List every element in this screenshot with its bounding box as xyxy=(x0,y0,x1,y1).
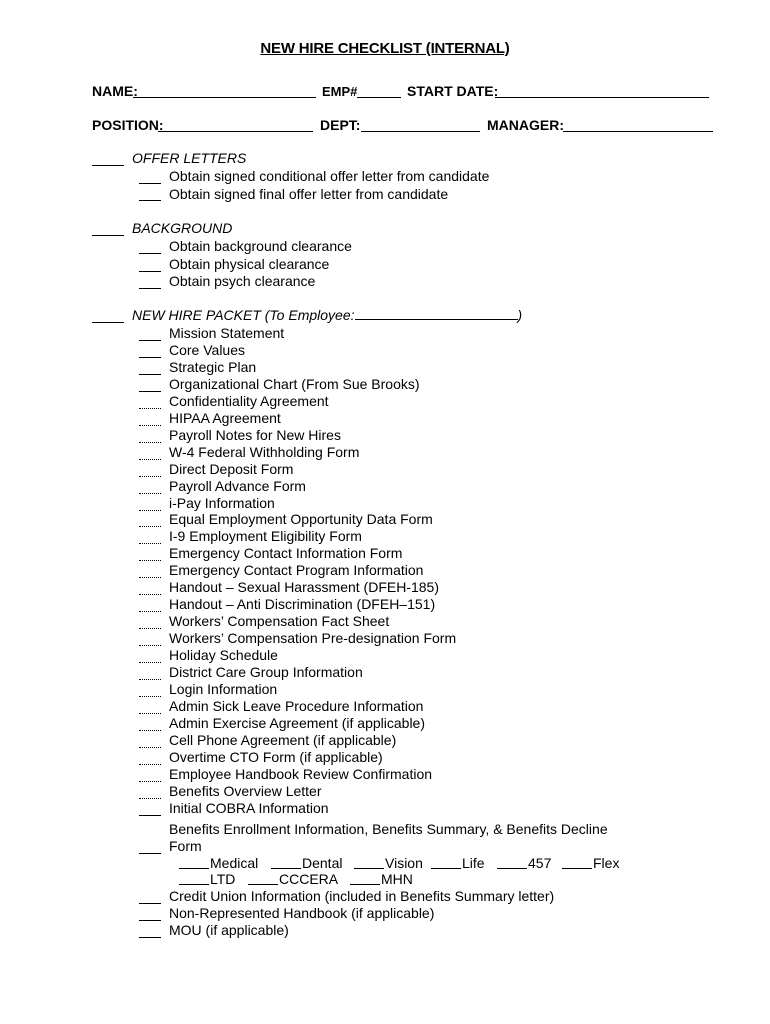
packet-checkbox[interactable] xyxy=(139,459,161,460)
packet-item: Benefits Overview Letter xyxy=(169,782,322,799)
packet-checkbox[interactable] xyxy=(139,679,161,680)
packet-item: Emergency Contact Information Form xyxy=(169,545,403,562)
start-date-label: START DATE: xyxy=(407,83,499,99)
benefit-option-label: Dental xyxy=(302,855,343,871)
benefit-option-label: CCCERA xyxy=(279,871,339,887)
packet-item: I-9 Employment Eligibility Form xyxy=(169,528,362,545)
packet-checkbox[interactable] xyxy=(139,645,161,646)
benefit-option-blank[interactable] xyxy=(179,884,209,885)
benefit-option-blank[interactable] xyxy=(271,868,301,869)
packet-item: Strategic Plan xyxy=(169,358,257,375)
packet-checkbox[interactable] xyxy=(139,594,161,595)
packet-checkbox[interactable] xyxy=(139,815,161,816)
packet-item: Handout – Sexual Harassment (DFEH-185) xyxy=(169,579,440,596)
packet-checkbox[interactable] xyxy=(139,357,161,358)
position-field[interactable] xyxy=(158,131,313,132)
benefits-enrollment-line-1: Benefits Enrollment Information, Benefits Summary, & Benefits Decline xyxy=(169,821,608,837)
background-section-title: BACKGROUND xyxy=(132,220,233,236)
page-title: NEW HIRE CHECKLIST (INTERNAL) xyxy=(260,40,510,57)
benefit-option-label: LTD xyxy=(210,871,236,887)
packet-item: Initial COBRA Information xyxy=(169,799,329,816)
packet-item: Workers’ Compensation Pre-designation Form xyxy=(169,630,457,647)
packet-item: Overtime CTO Form (if applicable) xyxy=(169,748,383,765)
benefit-option-blank[interactable] xyxy=(350,884,380,885)
benefit-option-label: Medical xyxy=(210,855,259,871)
benefit-option-blank[interactable] xyxy=(354,868,384,869)
offer-item-1: Obtain signed conditional offer letter from candidate xyxy=(169,168,490,184)
benefit-option-blank[interactable] xyxy=(497,868,527,869)
packet-tail-item: MOU (if applicable) xyxy=(169,922,289,938)
packet-checkbox[interactable] xyxy=(139,374,161,375)
benefit-option-label: Flex xyxy=(593,855,620,871)
packet-item: W-4 Federal Withholding Form xyxy=(169,443,360,460)
offer-section-title: OFFER LETTERS xyxy=(132,150,247,166)
packet-checkbox[interactable] xyxy=(139,713,161,714)
packet-checkbox[interactable] xyxy=(139,781,161,782)
packet-checkbox[interactable] xyxy=(139,442,161,443)
dept-label: DEPT: xyxy=(320,117,361,133)
packet-checkbox[interactable] xyxy=(139,696,161,697)
benefit-option-label: MHN xyxy=(381,871,413,887)
packet-item: Payroll Advance Form xyxy=(169,477,306,494)
packet-item: Holiday Schedule xyxy=(169,647,278,664)
emp-label: EMP# xyxy=(322,84,358,99)
background-item-3: Obtain psych clearance xyxy=(169,273,316,289)
benefit-option-label: Life xyxy=(462,855,485,871)
packet-item: Admin Sick Leave Procedure Information xyxy=(169,697,424,714)
dept-field[interactable] xyxy=(361,131,480,132)
packet-item: Confidentiality Agreement xyxy=(169,392,329,409)
packet-item: District Care Group Information xyxy=(169,664,363,680)
packet-checkbox[interactable] xyxy=(139,662,161,663)
packet-checkbox[interactable] xyxy=(139,408,161,409)
packet-checkbox[interactable] xyxy=(139,391,161,392)
start-date-field[interactable] xyxy=(495,97,709,98)
benefit-option-blank[interactable] xyxy=(248,884,278,885)
packet-tail-item: Non-Represented Handbook (if applicable) xyxy=(169,905,435,921)
packet-tail-checkbox[interactable] xyxy=(139,920,161,921)
packet-checkbox[interactable] xyxy=(139,340,161,341)
packet-item: Core Values xyxy=(169,341,246,358)
background-checkbox-1[interactable] xyxy=(139,253,161,254)
packet-section-checkbox[interactable] xyxy=(92,322,124,323)
offer-checkbox-1[interactable] xyxy=(139,183,161,184)
benefit-option-label: 457 xyxy=(528,855,552,871)
packet-checkbox[interactable] xyxy=(139,493,161,494)
packet-checkbox[interactable] xyxy=(139,476,161,477)
packet-checkbox[interactable] xyxy=(139,425,161,426)
packet-tail-checkbox[interactable] xyxy=(139,903,161,904)
packet-item: Payroll Notes for New Hires xyxy=(169,426,341,443)
name-field[interactable] xyxy=(133,97,316,98)
manager-field[interactable] xyxy=(563,131,713,132)
offer-item-2: Obtain signed final offer letter from candidate xyxy=(169,186,449,202)
background-checkbox-3[interactable] xyxy=(139,288,161,289)
packet-checkbox[interactable] xyxy=(139,510,161,511)
packet-checkbox[interactable] xyxy=(139,798,161,799)
header-row-2 xyxy=(0,117,770,137)
packet-item: Employee Handbook Review Confirmation xyxy=(169,765,433,782)
benefit-option-blank[interactable] xyxy=(562,868,592,869)
emp-field[interactable] xyxy=(357,97,401,98)
benefit-option-blank[interactable] xyxy=(179,868,209,869)
packet-checkbox[interactable] xyxy=(139,526,161,527)
to-employee-field[interactable] xyxy=(355,307,518,320)
background-checkbox-2[interactable] xyxy=(139,271,161,272)
packet-item: Direct Deposit Form xyxy=(169,460,294,477)
packet-item: Emergency Contact Program Information xyxy=(169,562,424,579)
offer-section-checkbox[interactable] xyxy=(92,165,124,166)
name-label: NAME: xyxy=(92,83,138,99)
background-section-checkbox[interactable] xyxy=(92,235,124,236)
packet-item: Workers’ Compensation Fact Sheet xyxy=(169,613,390,630)
packet-item: HIPAA Agreement xyxy=(169,409,281,426)
packet-checkbox[interactable] xyxy=(139,543,161,544)
packet-tail-checkbox[interactable] xyxy=(139,937,161,938)
packet-checkbox[interactable] xyxy=(139,628,161,629)
packet-item: Handout – Anti Discrimination (DFEH–151) xyxy=(169,596,436,613)
background-item-1: Obtain background clearance xyxy=(169,238,352,254)
packet-checkbox[interactable] xyxy=(139,747,161,748)
packet-section-title: NEW HIRE PACKET (To Employee: ) xyxy=(132,307,523,323)
packet-checkbox[interactable] xyxy=(139,764,161,765)
packet-item: Mission Statement xyxy=(169,325,285,341)
position-label: POSITION: xyxy=(92,117,164,133)
packet-item: Login Information xyxy=(169,680,278,697)
benefit-option-label: Vision xyxy=(385,855,423,871)
packet-item: Admin Exercise Agreement (if applicable) xyxy=(169,714,426,731)
packet-tail-item: Credit Union Information (included in Benefits Summary letter) xyxy=(169,888,555,904)
benefit-option-blank[interactable] xyxy=(431,868,461,869)
packet-item: i-Pay Information xyxy=(169,494,275,511)
benefits-enrollment-checkbox[interactable] xyxy=(139,853,161,854)
packet-item: Organizational Chart (From Sue Brooks) xyxy=(169,375,420,392)
packet-checkbox[interactable] xyxy=(139,730,161,731)
benefits-enrollment-line-2: Form xyxy=(169,838,202,854)
packet-checkbox[interactable] xyxy=(139,611,161,612)
packet-item: Equal Employment Opportunity Data Form xyxy=(169,511,433,528)
offer-checkbox-2[interactable] xyxy=(139,200,161,201)
manager-label: MANAGER: xyxy=(487,117,564,133)
packet-item: Cell Phone Agreement (if applicable) xyxy=(169,731,397,748)
packet-checkbox[interactable] xyxy=(139,577,161,578)
background-item-2: Obtain physical clearance xyxy=(169,256,330,272)
header-row-1 xyxy=(0,83,770,103)
packet-checkbox[interactable] xyxy=(139,560,161,561)
